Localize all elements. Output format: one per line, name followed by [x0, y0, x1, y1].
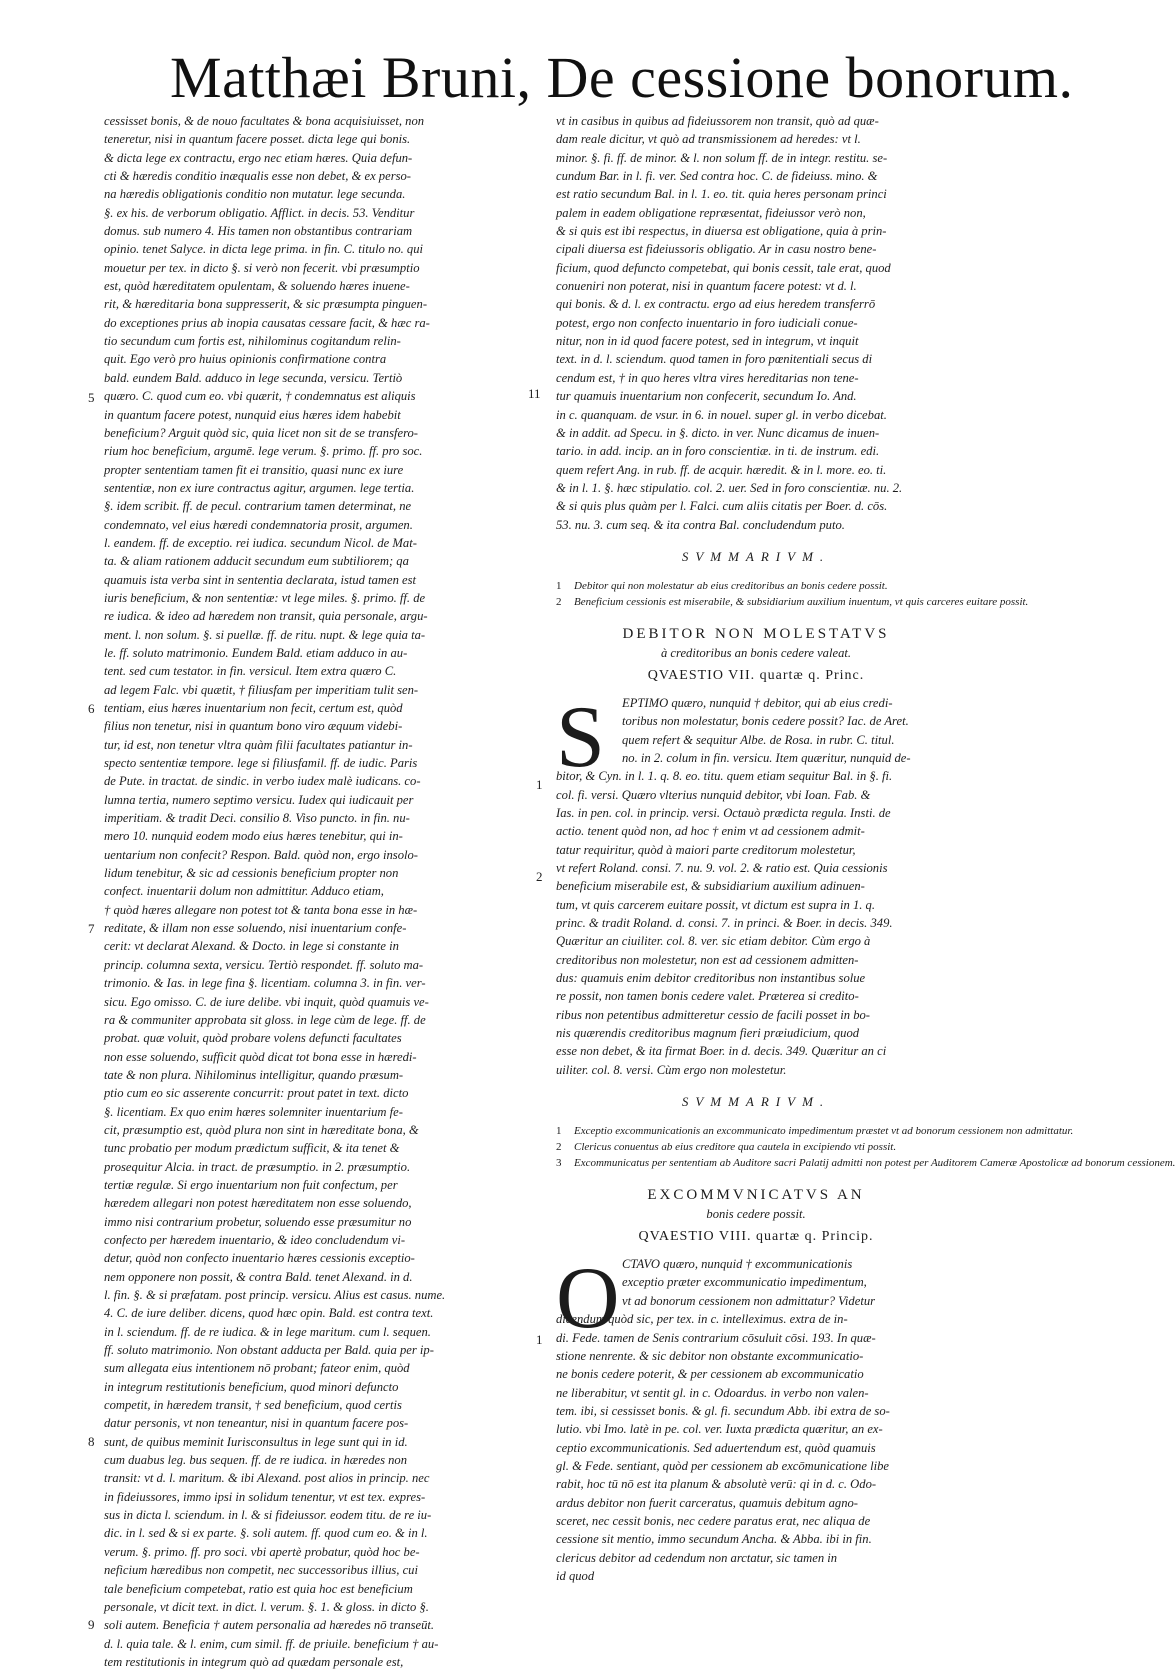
- text-line: ff. soluto matrimonio. Non obstant adducta per Bald. quia per ip-: [104, 1343, 434, 1358]
- text-line: nis quærendis creditoribus magnum fieri præiudicium, quod: [556, 1026, 860, 1041]
- text-line: exceptio præter excommunicatio impedimentum,: [622, 1275, 867, 1290]
- text-line: transit: vt d. l. maritum. & ibi Alexand. post alios in princip. nec: [104, 1471, 430, 1486]
- text-line: tur quamuis inuentarium non confecerit, secundum Io. And.: [556, 389, 857, 404]
- text-line: ta. & aliam rationem adducit secundum eum subtiliorem; qa: [104, 554, 409, 569]
- margin-number: 2: [536, 869, 543, 884]
- text-line: re iudica. & ideo ad hæredem non transit, quia personale, argu-: [104, 609, 428, 624]
- text-line: tate & non plura. Nihilominus intelligitur, quando præsum-: [104, 1067, 404, 1082]
- margin-number: 11: [528, 386, 541, 401]
- text-line: est, quòd hæreditatem opulentam, & soluendo hæres inuene-: [104, 279, 410, 294]
- summary-item: [556, 1155, 1175, 1171]
- text-line: cti & hæredis conditio inæqualis esse non debet, & ex perso-: [104, 169, 411, 184]
- text-line: hæredem allegari non potest hæreditatem non esse soluendo,: [104, 1196, 412, 1211]
- margin-number: 7: [88, 921, 95, 936]
- summary-item: [556, 594, 1029, 610]
- text-line: in quantum facere potest, nunquid eius hæres idem habebit: [104, 407, 401, 422]
- summary-heading: SVMMARIVM.: [681, 548, 831, 564]
- text-line: sceret, nec cessit bonis, nec cedere paratus erat, nec aliqua de: [556, 1513, 871, 1528]
- text-line: quamuis ista verba sint in sententia declarata, istud tamen est: [104, 572, 417, 587]
- right-column-top-text: [556, 112, 956, 534]
- text-line: sententiæ, non ex iure contractus agitur, argumen. lege tertia.: [104, 480, 415, 495]
- text-line: qui bonis. & d. l. ex contractu. ergo ad eius heredem transferrō: [556, 297, 876, 312]
- question-title: EXCOMMVNICATVS AN: [647, 1187, 865, 1204]
- text-line: tem. ibi, si cessisset bonis. & gl. fi. secundum Abb. ibi extra de so-: [556, 1403, 890, 1418]
- text-line: & in addit. ad Specu. in §. dicto. in ver. Nunc dicamus de inuen-: [556, 425, 880, 440]
- text-line: & si quis plus quàm per l. Falci. cum aliis citatis per Boer. d. cōs.: [556, 499, 888, 514]
- text-line: EPTIMO quæro, nunquid † debitor, qui ab eius credi-: [622, 695, 893, 710]
- text-line: detur, quòd non confecto inuentario hæres cessionis exceptio-: [104, 1251, 415, 1266]
- text-line: mero 10. nunquid eodem modo eius hæres tenebitur, qui in-: [104, 829, 403, 844]
- text-line: re possit, non tamen bonis cedere valet. Præterea si credito-: [556, 989, 859, 1004]
- text-line: cit, præsumptio est, quòd plura non sint in hæreditate bona, &: [104, 1122, 419, 1137]
- summary-item-text: Beneficium cessionis est miserabile, & subsidiarium auxilium inuentum, vt quis carceres euitare possit.: [574, 595, 1029, 608]
- text-line: ment. l. non solum. §. si puellæ. ff. de ritu. nupt. & lege quia ta-: [104, 627, 426, 642]
- text-line: rabit, hoc tū nō est ita planum & absolutè verū: qi in d. c. Odo-: [556, 1477, 877, 1492]
- text-line: opinio. tenet Salyce. in dicta lege prima. in fin. C. titulo no. qui: [104, 242, 424, 257]
- text-line: teneretur, nisi in quantum facere posset. dicta lege qui bonis.: [104, 132, 411, 147]
- summary-item-text: Clericus conuentus ab eius creditore qua cautela in excipiendo vti possit.: [574, 1141, 897, 1154]
- text-line: bitor, & Cyn. in l. 1. q. 8. eo. titu. quem etiam sequitur Bal. in §. fi.: [556, 769, 893, 784]
- right-column: [556, 112, 1175, 1585]
- text-line: trimonio. & Ias. in lege fina §. licentiam. columna 3. in fin. ver-: [104, 976, 426, 991]
- text-line: uentarium non confecit? Respon. Bald. quòd non, ergo insolo-: [104, 847, 418, 862]
- text-line: quem refert Ang. in rub. ff. de acquir. hæredit. & in l. more. eo. ti.: [556, 462, 887, 477]
- text-line: d. l. quia tale. & l. enim, cum simil. ff. de priuile. beneficium † au-: [104, 1636, 439, 1651]
- text-line: cundum Bar. in l. fi. ver. Sed contra hoc. C. de fideiuss. mino. &: [556, 169, 878, 184]
- text-line: dicendum quòd sic, per tex. in c. intelleximus. extra de in-: [556, 1312, 848, 1327]
- text-line: datur personis, vt non teneantur, nisi in quantum facere pos-: [104, 1416, 409, 1431]
- margin-number: 6: [88, 701, 95, 716]
- text-line: non esse soluendo, sufficit quòd dicat tot bona esse in hæredi-: [104, 1049, 417, 1064]
- text-line: 53. nu. 3. cum seq. & ita contra Bal. concludendum puto.: [556, 517, 845, 532]
- text-line: l. eandem. ff. de exceptio. rei iudica. secundum Nicol. de Mat-: [104, 535, 417, 550]
- text-line: vt refert Roland. consi. 7. nu. 9. vol. 2. & ratio est. Quia cessionis: [556, 861, 888, 875]
- text-line: lumna tertia, numero septimo versicu. Iudex qui iudicauit per: [104, 792, 414, 807]
- text-line: domus. sub numero 4. His tamen non obstantibus contrariam: [104, 224, 413, 239]
- text-line: tum, vt quis carcerem euitare possit, vt dictum est supra in 1. q.: [556, 897, 875, 912]
- text-line: sunt, de quibus meminit Iurisconsultus in lege sunt qui in id.: [104, 1434, 408, 1449]
- text-line: no. in 2. colum in fin. versicu. Item quæritur, nunquid de-: [622, 750, 911, 765]
- text-line: §. ex his. de verborum obligatio. Afflict. in decis. 53. Venditur: [104, 205, 415, 220]
- summary-item-number: 1: [556, 1125, 562, 1138]
- text-line: Ias. in pen. col. in princip. versi. Octauò prædicta regula. Insti. de: [556, 805, 891, 820]
- text-line: §. licentiam. Ex quo enim hæres solemniter inuentarium fe-: [104, 1104, 403, 1119]
- summary-item-text: Exceptio excommunicationis an excommunicato impedimentum præstet vt ad bonorum cessionem non admittatur.: [574, 1125, 1074, 1138]
- drop-cap: O: [556, 1250, 620, 1348]
- text-line: ardus debitor non fuerit carceratus, quamuis debitum agno-: [556, 1495, 858, 1510]
- text-line: in l. sciendum. ff. de re iudica. & in lege maritum. cum l. sequen.: [104, 1324, 431, 1339]
- summary-item-number: 3: [556, 1157, 562, 1170]
- text-line: quem refert & sequitur Albe. de Rosa. in rubr. C. titul.: [622, 732, 895, 747]
- text-line: confecto per hæredem inuentario, & ideo concludendum vi-: [104, 1232, 406, 1247]
- text-line: de Pute. in tractat. de sindic. in verbo iudex malè iudicans. co-: [104, 774, 421, 789]
- text-line: tent. sed cum testator. in fin. versicul. Item extra quæro C.: [104, 664, 397, 679]
- text-line: tale beneficium competebat, ratio est quia hoc est beneficium: [104, 1581, 413, 1596]
- text-line: propter sententiam tamen fit ei transitio, quasi nunc ex iure: [104, 462, 404, 477]
- text-line: clericus debitor ad cedendum non arctatur, sic tamen in: [556, 1550, 838, 1565]
- text-line: tio secundum cum fortis est, nihilominus cogitandum relin-: [104, 334, 401, 349]
- text-line: sicu. Ego omisso. C. de iure delibe. vbi inquit, quòd quamuis ve-: [104, 994, 429, 1009]
- text-line: soli autem. Beneficia † autem personalia ad hæredes nō transeūt.: [104, 1618, 435, 1633]
- text-line: uiliter. col. 8. versi. Cùm ergo non molestetur.: [556, 1062, 787, 1077]
- question-body: [556, 1250, 956, 1585]
- text-line: neficium hæredibus non competit, nec successoribus illius, cui: [104, 1563, 418, 1578]
- summary-list: [556, 578, 1029, 610]
- text-line: condemnato, vel eius hæredi condemnatoria prosit, argumen.: [104, 517, 413, 532]
- drop-cap: S: [556, 688, 605, 786]
- text-line: personale, vt dicit text. in dict. l. verum. §. 1. & gloss. in dicto §.: [104, 1599, 429, 1614]
- text-line: lidum tenebitur, & sic ad cessionis beneficium propter non: [104, 866, 399, 881]
- text-line: cum duabus leg. bus sequen. ff. de re iudica. in hæredes non: [104, 1453, 408, 1468]
- text-line: tem restitutionis in integrum quò ad quædam personale est,: [104, 1654, 404, 1669]
- text-line: dic. in l. sed & si ex parte. §. soli autem. ff. quod cum eo. & in l.: [104, 1526, 428, 1541]
- text-line: & in l. 1. §. hæc stipulatio. col. 2. uer. Sed in foro conscientiæ. nu. 2.: [556, 480, 903, 495]
- text-line: ne liberabitur, vt sentit gl. in c. Odoardus. in verbo non valen-: [556, 1385, 869, 1400]
- text-line: minor. §. fi. ff. de minor. & l. non solum ff. de in integr. restitu. se-: [556, 150, 888, 165]
- text-line: beneficium miserabile est, & subsidiarium auxilium adinuen-: [556, 879, 865, 894]
- summary-item-number: 2: [556, 1141, 562, 1154]
- text-line: ceptio excommunicationis. Sed aduertendum est, quòd quamuis: [556, 1440, 876, 1455]
- text-line: sum allegata eius intentionem nō probant; fateor enim, quòd: [104, 1361, 410, 1376]
- text-line: vt in casibus in quibus ad fideiussorem non transit, quò ad quæ-: [556, 114, 879, 128]
- text-line: dus: quamuis enim debitor creditoribus non instantibus solue: [556, 971, 866, 986]
- text-line: cessisset bonis, & de nouo facultates & bona acquisiuisset, non: [104, 114, 425, 128]
- text-line: le. ff. soluto matrimonio. Eundem Bald. etiam adduco in au-: [104, 645, 408, 660]
- page-title: Matthæi Bruni, De cessione bonorum.: [170, 45, 1074, 110]
- text-line: actio. tenent quòd non, ad hoc † enim vt ad cessionem admit-: [556, 824, 865, 839]
- text-line: † quòd hæres allegare non potest tot & tanta bona esse in hæ-: [104, 902, 418, 917]
- summary-item: [556, 1139, 956, 1155]
- text-line: gl. & Fede. sentiant, quòd per cessionem ab excōmunicatione libe: [556, 1458, 889, 1473]
- text-line: filius non tenetur, nisi in quantum bono viro æquum videbi-: [104, 719, 403, 734]
- text-line: ra & communiter approbata sit gloss. in lege cùm de lege. ff. de: [104, 1012, 426, 1027]
- text-line: & dicta lege ex contractu, ergo nec etiam hæres. Quia defun-: [104, 150, 413, 165]
- text-line: bald. eundem Bald. adduco in lege secunda, versicu. Tertiò: [104, 370, 403, 385]
- text-line: confect. inuentarii dolum non admittitur. Adduco etiam,: [104, 884, 384, 899]
- summary-heading: SVMMARIVM.: [681, 1094, 831, 1110]
- summary-item: [556, 1123, 1074, 1139]
- text-line: col. fi. versi. Quæro vlterius nunquid debitor, vbi Ioan. Fab. &: [556, 787, 871, 802]
- text-line: vt ad bonorum cessionem non admittatur? Videtur: [622, 1293, 876, 1308]
- summary-item-number: 1: [556, 579, 562, 592]
- text-line: in c. quanquam. de vsur. in 6. in nouel. super gl. in verbo dicebat.: [556, 407, 887, 422]
- text-line: reditate, & illam non esse soluendo, nisi inuentarium confe-: [104, 921, 407, 936]
- text-line: & si quis est ibi respectus, in diuersa est obligatione, quia à prin-: [556, 224, 887, 239]
- text-line: quit. Ego verò pro huius opinionis confirmatione contra: [104, 352, 387, 367]
- text-line: princip. columna sexta, versicu. Tertiò respondet. ff. soluto ma-: [104, 957, 424, 972]
- text-line: nem opponere non possit, & contra Bald. tenet Alexand. in d.: [104, 1269, 413, 1284]
- text-line: Quæritur an ciuiliter. col. 8. ver. sic etiam debitor. Cùm ergo à: [556, 934, 871, 949]
- text-line: na hæredis obligationis conditio non mutatur. lege secunda.: [104, 187, 406, 202]
- text-line: lutio. vbi Imo. latè in pe. col. ver. Iuxta prædicta quæritur, an ex-: [556, 1422, 883, 1437]
- text-line: tertiæ regulæ. Si ergo inuentarium non fuit confectum, per: [104, 1177, 398, 1192]
- text-line: l. fin. §. & si præfatam. post princip. versicu. Alius est casus. nume.: [104, 1288, 446, 1302]
- text-line: ficium, quod defuncto competebat, qui bonis cessit, tale erat, quod: [556, 260, 891, 275]
- summary-item-text: Debitor qui non molestatur ab eius creditoribus an bonis cedere possit.: [574, 579, 888, 592]
- text-line: di. Fede. tamen de Senis contrarium cōsuluit cōsi. 193. In quæ-: [556, 1330, 876, 1345]
- question-number: QVAESTIO VII. quartæ q. Princ.: [647, 667, 865, 683]
- summary-item-text: Excommunicatus per sententiam ab Auditore sacri Palatij admitti non potest per Auditorem Cameræ Apostolicæ ad bonorum cessionem.: [574, 1157, 1175, 1170]
- text-line: ptio cum eo sic asserente concurrit: prout patet in text. dicto: [104, 1086, 409, 1101]
- text-line: toribus non molestatur, bonis cedere possit? Iac. de Aret.: [622, 714, 909, 729]
- text-line: quæro. C. quod cum eo. vbi quærit, † condemnatus est aliquis: [104, 389, 416, 404]
- question-number: QVAESTIO VIII. quartæ q. Princip.: [638, 1229, 874, 1245]
- text-line: specto sententiæ tempore. lege si filiusfamil. ff. de iudic. Paris: [104, 756, 418, 771]
- text-line: tatur requiritur, quòd à maiori parte creditorum molestetur,: [556, 842, 856, 857]
- summary-list: [556, 1123, 1175, 1171]
- question-title: DEBITOR NON MOLESTATVS: [622, 625, 890, 642]
- text-line: id quod: [556, 1568, 595, 1583]
- margin-number: 8: [88, 1434, 95, 1449]
- text-line: est ratio secundum Bal. in l. 1. eo. tit. quia heres personam princi: [556, 187, 887, 202]
- text-line: esse non debet, & ita firmat Boer. in d. decis. 349. Quæritur an ci: [556, 1044, 887, 1059]
- question-subtitle: bonis cedere possit.: [706, 1207, 806, 1222]
- text-line: ne bonis cedere poterit, & per cessionem ab excommunicatio: [556, 1367, 864, 1382]
- text-line: tentiam, eius hæres inuentarium non fecit, certum est, quòd: [104, 701, 403, 715]
- text-line: conueniri non poterat, nisi in quantum facere potest: vt d. l.: [556, 279, 857, 294]
- text-line: tunc probatio per modum prædictum sufficit, & ita tenet &: [104, 1141, 400, 1156]
- text-line: iuris beneficium, & non sententiæ: vt lege miles. §. primo. ff. de: [104, 590, 426, 605]
- question-subtitle: à creditoribus an bonis cedere valeat.: [660, 645, 852, 660]
- text-line: beneficium? Arguit quòd sic, quia licet non sit de se transfero-: [104, 425, 418, 440]
- text-line: dam reale dicitur, vt quò ad transmissionem ad heredes: vt l.: [556, 132, 861, 147]
- text-line: imperitiam. & tradit Deci. consilio 8. Viso puncto. in fin. nu-: [104, 811, 410, 826]
- text-line: §. idem scribit. ff. de pecul. contrarium tamen determinat, ne: [104, 499, 412, 514]
- text-line: princ. & tradit Roland. d. consi. 7. in princi. & Boer. in decis. 349.: [556, 916, 893, 931]
- left-column: [104, 112, 529, 1671]
- text-line: potest, ergo non confecto inuentario in foro iudiciali conue-: [556, 315, 858, 330]
- margin-number: 9: [88, 1617, 95, 1632]
- text-line: cipali diuersa est fideiussoris obligatio. Ar in casu nostro bene-: [556, 242, 877, 257]
- text-line: cessione sit mentio, immo secundum Ancha. & Abba. ibi in fin.: [556, 1532, 872, 1547]
- text-line: cendum est, † in quo heres vltra vires hereditarias non tene-: [556, 370, 859, 385]
- text-line: in integrum restitutionis beneficium, quod minori defuncto: [104, 1379, 399, 1394]
- summary-item-number: 2: [556, 595, 562, 608]
- question-text: [556, 688, 956, 1079]
- text-line: competit, in hæredem transit, † sed beneficium, quod certis: [104, 1398, 402, 1413]
- text-line: immo nisi contrarium probetur, soluendo esse præsumitur no: [104, 1214, 412, 1229]
- text-line: CTAVO quæro, nunquid † excommunicationis: [622, 1257, 853, 1272]
- text-line: palem in eadem obligatione repræsentat, fideiussor verò non,: [556, 205, 866, 220]
- text-line: prosequitur Alcia. in tract. de præsumptio. in 2. præsumptio.: [104, 1159, 411, 1174]
- text-line: probat. quæ voluit, quòd probare volens defuncti facultates: [104, 1031, 402, 1046]
- question-body: [556, 688, 956, 1079]
- margin-number: 5: [88, 390, 95, 405]
- text-line: creditoribus non molestetur, non est ad cessionem admitten-: [556, 952, 859, 967]
- text-line: 4. C. de iure deliber. dicens, quod hæc opin. Bald. est contra text.: [104, 1306, 434, 1321]
- text-line: verum. §. primo. ff. pro soci. vbi apertè probatur, quòd hoc be-: [104, 1544, 420, 1559]
- text-line: rium hoc beneficium, argumē. lege verum. §. primo. ff. pro soc.: [104, 444, 423, 459]
- summary-item: [556, 578, 956, 594]
- text-line: text. in d. l. sciendum. quod tamen in foro pœnitentiali secus di: [556, 352, 873, 367]
- text-line: in fideiussores, immo ipsi in solidum tenentur, vt est tex. expres-: [104, 1489, 426, 1504]
- text-line: rit, & hæreditaria bona suppresserit, & sic præsumpta pinguen-: [104, 297, 428, 312]
- text-line: nitur, non in id quod facere potest, sed in integrum, vt inquit: [556, 334, 859, 349]
- text-line: do exceptiones prius ab inopia causatas cessare facit, & hæc ra-: [104, 315, 430, 330]
- text-line: sus in dicta l. sciendum. in l. & si fideiussor. eodem titu. de re iu-: [104, 1508, 432, 1523]
- text-line: cerit: vt declarat Alexand. & Docto. in lege si constante in: [104, 939, 399, 954]
- margin-number: 1: [536, 1332, 543, 1347]
- margin-number: 1: [536, 777, 543, 792]
- text-line: ribus non petentibus admitteretur cessio de facili posset in bo-: [556, 1007, 870, 1022]
- text-line: tario. in add. incip. an in foro conscientiæ. in ti. de instrum. edi.: [556, 444, 880, 459]
- text-line: stione nenrente. & sic debitor non obstante excommunicatio-: [556, 1348, 864, 1363]
- text-line: tur, id est, non tenetur vltra quàm filii facultates patiantur in-: [104, 737, 413, 752]
- text-line: mouetur per tex. in dicto §. si verò non fecerit. vbi præsumptio: [104, 260, 420, 275]
- text-line: ad legem Falc. vbi quætit, † filiusfam per imperitiam tulit sen-: [104, 682, 419, 697]
